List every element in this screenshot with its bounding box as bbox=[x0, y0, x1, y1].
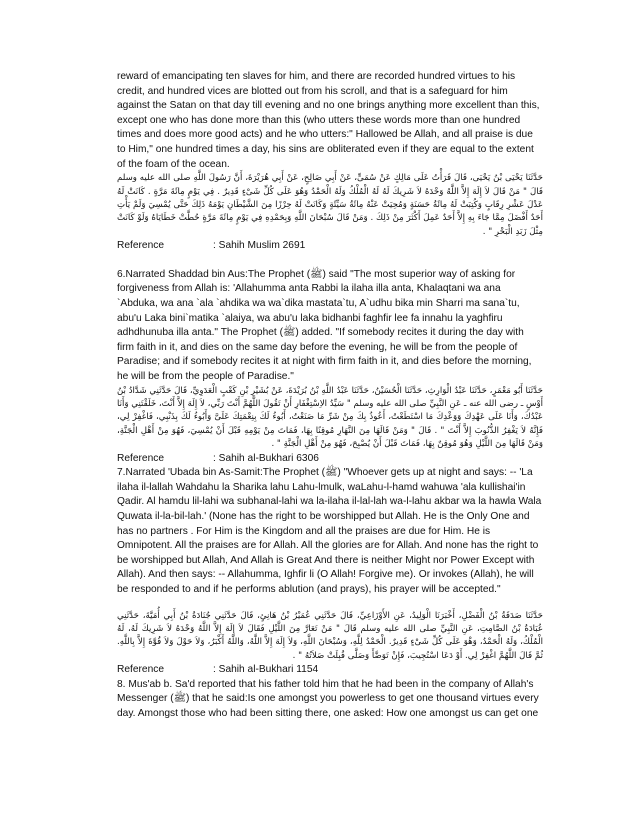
hadith-6-english-text: 6.Narrated Shaddad bin Aus:The Prophet (ﷺ) said "The most superior way of asking for forgiveness from Allah is: 'Allahumma anta Rabbi la ilaha illa anta, Khalaqtani wa ana `Abduka, wa ana `ala `ahdika wa wa`dika mastata`tu, A`udhu bika min Sharri ma sana`tu, abu'u Laka bini`matika `alaiya, wa abu'u laka bidhanbi faghfir lee fa innahu la yaghfiru adhdhunuba illa anta." The Prophet (ﷺ) added. "If somebody recites it during the day with firm faith in it, and dies on the same day before the evening, he will be from the people of Paradise; and if somebody recites it at night with firm faith in it, and dies before the morning, he will be from the people of Paradise." bbox=[117, 268, 532, 382]
intro-english-text: reward of emancipating ten slaves for him, and there are recorded hundred virtues to his credit, and hundred vices are blotted out from his scroll, and that is a safeguard for him against the Satan on that day till evening and no one brings anything more excellent than this, except one who has done more than this (who utters these words more than one hundred times and does more good acts) and he who utters:" Hallowed be Allah, and all praise is due to Him," one hundred times a day, his sins are obliterated even if they are equal to the extent of the foam of the ocean. bbox=[117, 71, 540, 170]
reference-value: : Sahih al-Bukhari 6306 bbox=[213, 452, 319, 464]
reference-label: Reference bbox=[117, 452, 165, 464]
hadith-7-arabic-text: حَدَّثَنَا صَدَقَةُ بْنُ الْفَضْلِ، أَخْبَرَنَا الْوَلِيدُ، عَنِ الأَوْزَاعِيِّ، قَالَ حَدَّثَنِي عُمَيْرُ بْنُ هَانِئٍ، قَالَ حَدَّثَنِي جُنَادَةُ بْنُ أَبِي أُمَيَّةَ، حَدَّثَنِي عُبَادَةُ بْنُ الصَّامِتِ، عَنِ النَّبِيِّ صلى الله عليه وسلم قَالَ " مَنْ تَعَارَّ مِنَ اللَّيْلِ فَقَالَ لاَ إِلَهَ إِلاَّ اللَّهُ وَحْدَهُ لاَ شَرِيكَ لَهُ، لَهُ الْمُلْكُ، وَلَهُ الْحَمْدُ، وَهْوَ عَلَى كُلِّ شَىْءٍ قَدِيرٌ. الْحَمْدُ لِلَّهِ، وَسُبْحَانَ اللَّهِ، وَلاَ إِلَهَ إِلاَّ اللَّهُ، وَاللَّهُ أَكْبَرُ، وَلاَ حَوْلَ وَلاَ قُوَّةَ إِلاَّ بِاللَّهِ. ثُمَّ قَالَ اللَّهُمَّ اغْفِرْ لِي. أَوْ دَعَا اسْتُجِيبَ، فَإِنْ تَوَضَّأَ وَصَلَّى قُبِلَتْ صَلاَتُهُ " . bbox=[117, 610, 543, 661]
hadith-7-reference bbox=[117, 663, 543, 678]
hadith-6-reference bbox=[117, 452, 543, 467]
hadith-8-english-text: 8. Mus'ab b. Sa'd reported that his father told him that he had been in the company of Allah's Messenger (ﷺ) that he said:Is one amongst you powerless to get one thousand virtues every day. Amongst those who had been sitting there, one asked: How one amongst us can get one bbox=[117, 678, 539, 719]
document-body bbox=[117, 70, 543, 722]
reference-value: : Sahih Muslim 2691 bbox=[213, 240, 306, 252]
intro-reference bbox=[117, 239, 543, 254]
reference-label: Reference bbox=[117, 664, 165, 676]
reference-label: Reference bbox=[117, 240, 165, 252]
spacer bbox=[117, 598, 543, 610]
hadith-7-english-text: 7.Narrated 'Ubada bin As-Samit:The Prophet (ﷺ) "Whoever gets up at night and says: -- 'La ilaha il-lallah Wahdahu la Sharika lahu Lahu-lmulk, waLahu-l-hamd wahuwa 'ala kullishai'in Qadir. Al hamdu lil-lahi wa subhanal-lahi wa la-ilaha il-lal-lah wa-l-lahu akbar wa la hawla Wala Quwata il-la-bil-lah.' (None has the right to be worshipped but Allah. He is the Only One and has no partners . For Him is the Kingdom and all the praises are due for Him. He is Omnipotent. All the praises are for Allah. All the glories are for Allah. And none has the right to be worshipped but Allah, And Allah is Great And there is neither Might nor Power Except with Allah). And then says: -- Allahumma, Ighfir li (O Allah! Forgive me). Or invokes (Allah), he will be responded to and if he performs ablution (and prays), his prayer will be accepted." bbox=[117, 467, 542, 595]
intro-arabic-text: حَدَّثَنَا يَحْيَى بْنُ يَحْيَى، قَالَ قَرَأْتُ عَلَى مَالِكٍ عَنْ سُمَىٍّ، عَنْ أَبِي صَالِحٍ، عَنْ أَبِي هُرَيْرَةَ، أَنَّ رَسُولَ اللَّهِ صلى الله عليه وسلم قَالَ " مَنْ قَالَ لاَ إِلَهَ إِلاَّ اللَّهُ وَحْدَهُ لاَ شَرِيكَ لَهُ لَهُ الْمُلْكُ وَلَهُ الْحَمْدُ وَهُوَ عَلَى كُلِّ شَىْءٍ قَدِيرٌ . فِي يَوْمٍ مِائَةَ مَرَّةٍ . كَانَتْ لَهُ عَدْلَ عَشْرِ رِقَابٍ وَكُتِبَتْ لَهُ مِائَةُ حَسَنَةٍ وَمُحِيَتْ عَنْهُ مِائَةُ سَيِّئَةٍ وَكَانَتْ لَهُ حِرْزًا مِنَ الشَّيْطَانِ يَوْمَهُ ذَلِكَ حَتَّى يُمْسِيَ وَلَمْ يَأْتِ أَحَدٌ أَفْضَلَ مِمَّا جَاءَ بِهِ إِلاَّ أَحَدٌ عَمِلَ أَكْثَرَ مِنْ ذَلِكَ . وَمَنْ قَالَ سُبْحَانَ اللَّهِ وَبِحَمْدِهِ فِي يَوْمٍ مِائَةَ مَرَّةٍ حُطَّتْ خَطَايَاهُ وَلَوْ كَانَتْ مِثْلَ زَبَدِ الْبَحْرِ " . bbox=[117, 173, 543, 237]
spacer bbox=[117, 254, 543, 268]
reference-value: : Sahih al-Bukhari 1154 bbox=[213, 664, 319, 676]
hadith-6-arabic-text: حَدَّثَنَا أَبُو مَعْمَرٍ، حَدَّثَنَا عَبْدُ الْوَارِثِ، حَدَّثَنَا الْحُسَيْنُ، حَدَّثَنَا عَبْدُ اللَّهِ بْنُ بُرَيْدَةَ، عَنْ بُشَيْرِ بْنِ كَعْبٍ الْعَدَوِيِّ، قَالَ حَدَّثَنِي شَدَّادُ بْنُ أَوْسٍ ـ رضى الله عنه ـ عَنِ النَّبِيِّ صلى الله عليه وسلم " سَيِّدُ الاِسْتِغْفَارِ أَنْ تَقُولَ اللَّهُمَّ أَنْتَ رَبِّي، لاَ إِلَهَ إِلاَّ أَنْتَ، خَلَقْتَنِي وَأَنَا عَبْدُكَ، وَأَنَا عَلَى عَهْدِكَ وَوَعْدِكَ مَا اسْتَطَعْتُ، أَعُوذُ بِكَ مِنْ شَرِّ مَا صَنَعْتُ، أَبُوءُ لَكَ بِنِعْمَتِكَ عَلَىَّ وَأَبُوءُ لَكَ بِذَنْبِي، فَاغْفِرْ لِي، فَإِنَّهُ لاَ يَغْفِرُ الذُّنُوبَ إِلاَّ أَنْتَ " . قَالَ " وَمَنْ قَالَهَا مِنَ النَّهَارِ مُوقِنًا بِهَا، فَمَاتَ مِنْ يَوْمِهِ قَبْلَ أَنْ يُمْسِيَ، فَهُوَ مِنْ أَهْلِ الْجَنَّةِ، وَمَنْ قَالَهَا مِنَ اللَّيْلِ وَهُوَ مُوقِنٌ بِهَا، فَمَاتَ قَبْلَ أَنْ يُصْبِحَ، فَهُوَ مِنْ أَهْلِ الْجَنَّةِ " . bbox=[117, 385, 543, 450]
